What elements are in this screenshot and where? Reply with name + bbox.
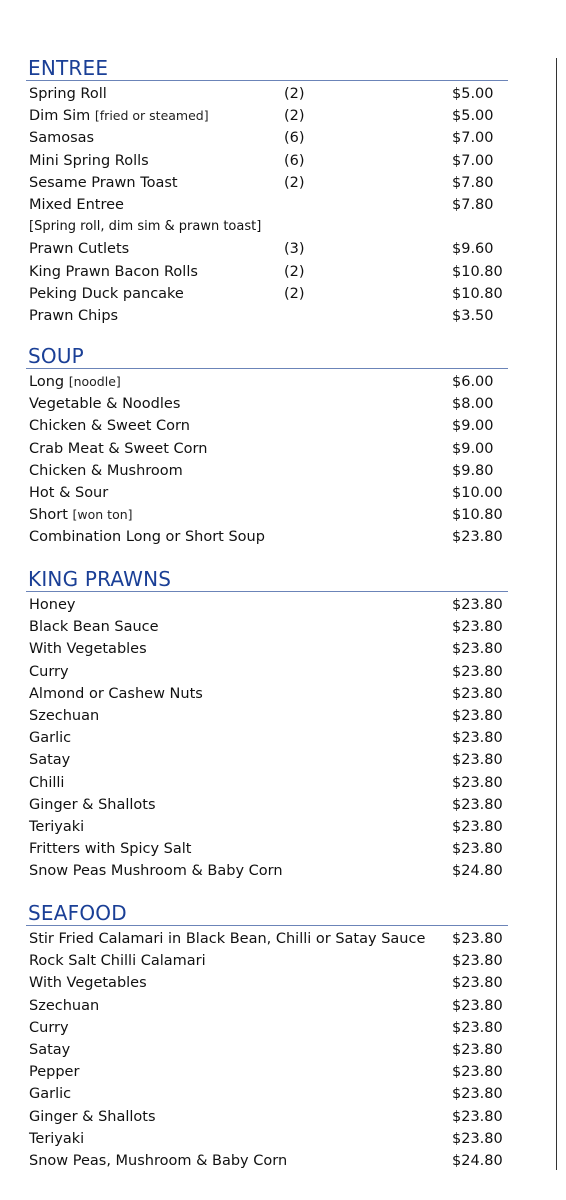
section-title: SEAFOOD [28, 901, 127, 925]
item-name [29, 504, 133, 526]
item-name-text: Long [29, 374, 65, 390]
item-name-text: With Vegetables [29, 641, 147, 658]
item-name [29, 1128, 84, 1150]
item-list [28, 83, 508, 327]
menu-item [28, 838, 508, 860]
item-price: $23.80 [452, 685, 503, 702]
menu-item [28, 749, 508, 771]
item-name [29, 705, 99, 727]
menu-item [28, 594, 508, 616]
item-name [29, 238, 129, 260]
item-name-text: Fritters with Spicy Salt [29, 841, 192, 858]
item-name-text: Chilli [29, 774, 65, 791]
item-price: $23.80 [452, 841, 503, 858]
item-price: $23.80 [452, 529, 503, 546]
section-rule [26, 925, 508, 926]
item-name [29, 1039, 70, 1061]
item-name-text: Combination Long or Short Soup [29, 529, 265, 546]
item-price: $23.80 [452, 975, 503, 992]
item-price: $23.80 [452, 1064, 503, 1081]
item-name [29, 283, 184, 305]
item-name-text: Stir Fried Calamari in Black Bean, Chilli or Satay Sauce [29, 931, 426, 947]
item-price: $23.80 [452, 641, 503, 658]
item-name-text: King Prawn Bacon Rolls [29, 263, 198, 280]
item-name-text: Spring Roll [29, 86, 107, 102]
menu-item [28, 1106, 508, 1128]
item-name-text: Teriyaki [29, 1130, 85, 1147]
item-price: $7.00 [452, 130, 494, 147]
menu-item [28, 305, 508, 327]
item-name [29, 594, 75, 616]
item-name [29, 105, 209, 127]
menu-item [28, 860, 508, 882]
item-quantity: (2) [284, 108, 305, 125]
menu-item [28, 661, 508, 683]
menu-item [28, 438, 508, 460]
item-name-text: Teriyaki [29, 818, 85, 835]
item-price: $10.80 [452, 263, 503, 280]
item-price: $10.00 [452, 484, 503, 501]
item-name [29, 1061, 79, 1083]
menu-item [28, 371, 508, 393]
item-price: $23.80 [452, 953, 503, 970]
section-title: ENTREE [28, 56, 109, 80]
item-name [29, 305, 118, 327]
menu-item [28, 1083, 508, 1105]
item-name [29, 1150, 287, 1172]
menu-item [28, 393, 508, 415]
menu-item [28, 526, 508, 548]
section-title: SOUP [28, 344, 84, 368]
item-name-text: [Spring roll, dim sim & prawn toast] [29, 219, 262, 235]
item-name-text: Sesame Prawn Toast [29, 174, 178, 191]
menu-item [28, 727, 508, 749]
item-name [29, 661, 69, 683]
item-price: $9.00 [452, 418, 494, 435]
item-name-text: Ginger & Shallots [29, 1108, 156, 1125]
item-note: [won ton] [72, 507, 133, 523]
item-name-text: Satay [29, 752, 71, 769]
item-name-text: Hot & Sour [29, 484, 109, 501]
item-name-text: Chicken & Sweet Corn [29, 418, 190, 435]
item-price: $23.80 [452, 931, 503, 947]
item-price: $10.80 [452, 285, 503, 302]
item-name-text: Snow Peas, Mushroom & Baby Corn [29, 1152, 288, 1169]
item-name-text: Pepper [29, 1064, 80, 1081]
item-name [29, 860, 283, 882]
item-price: $6.00 [452, 374, 494, 390]
item-name-text: Garlic [29, 1086, 72, 1103]
item-name [29, 194, 124, 216]
item-name [29, 794, 156, 816]
menu-item [28, 705, 508, 727]
menu-item [28, 194, 508, 216]
menu-item [28, 105, 508, 127]
item-name-text: Samosas [29, 130, 95, 147]
menu-item [28, 482, 508, 504]
menu-item [28, 816, 508, 838]
item-name [29, 1017, 69, 1039]
section-soup [28, 344, 508, 549]
menu-item [28, 261, 508, 283]
item-name [29, 749, 70, 771]
item-list [28, 594, 508, 882]
item-name-text: Mini Spring Rolls [29, 152, 149, 169]
vertical-divider [556, 58, 557, 1170]
menu-item [28, 460, 508, 482]
item-price: $9.80 [452, 462, 494, 479]
item-name-text: Black Bean Sauce [29, 619, 159, 636]
item-quantity: (2) [284, 174, 305, 191]
item-price: $23.80 [452, 730, 503, 747]
item-price: $10.80 [452, 507, 503, 524]
menu-item [28, 1128, 508, 1150]
item-name [29, 1106, 156, 1128]
item-name-text: Dim Sim [29, 108, 91, 125]
item-name [29, 261, 198, 283]
item-price: $5.00 [452, 108, 494, 125]
item-name [29, 482, 108, 504]
item-name [29, 972, 147, 994]
item-price: $23.80 [452, 752, 503, 769]
item-price: $7.00 [452, 152, 494, 169]
item-name-text: Vegetable & Noodles [29, 396, 181, 413]
item-price: $23.80 [452, 663, 503, 680]
menu-item [28, 638, 508, 660]
item-name [29, 460, 183, 482]
menu-item [28, 238, 508, 260]
item-name [29, 816, 84, 838]
menu-item [28, 928, 508, 950]
item-name [29, 727, 71, 749]
item-name [29, 371, 121, 393]
item-price: $23.80 [452, 1108, 503, 1125]
item-price: $23.80 [452, 1086, 503, 1103]
item-name-text: Rock Salt Chilli Calamari [29, 953, 206, 970]
menu-item [28, 683, 508, 705]
item-price: $3.50 [452, 307, 494, 324]
item-name-text: Prawn Cutlets [29, 241, 130, 258]
item-price: $23.80 [452, 1041, 503, 1058]
item-name-text: Szechuan [29, 997, 100, 1014]
item-note: [noodle] [68, 374, 121, 389]
item-price: $9.00 [452, 440, 494, 457]
section-entree [28, 56, 508, 327]
menu-item [28, 127, 508, 149]
menu-item [28, 283, 508, 305]
item-price: $23.80 [452, 597, 503, 613]
menu-item [28, 1039, 508, 1061]
item-price: $23.80 [452, 619, 503, 636]
item-name [29, 415, 190, 437]
item-name [29, 127, 94, 149]
item-price: $23.80 [452, 796, 503, 813]
item-name-text: Crab Meat & Sweet Corn [29, 440, 208, 457]
item-price: $5.00 [452, 86, 494, 102]
menu-item [28, 1017, 508, 1039]
menu-item [28, 150, 508, 172]
item-quantity: (6) [284, 152, 305, 169]
section-king-prawns [28, 567, 508, 882]
menu-item [28, 772, 508, 794]
menu-item [28, 1061, 508, 1083]
item-price: $23.80 [452, 707, 503, 724]
item-price: $23.80 [452, 1019, 503, 1036]
item-quantity: (2) [284, 263, 305, 280]
item-name [29, 216, 261, 238]
item-name [29, 150, 149, 172]
menu-item [28, 415, 508, 437]
menu-item [28, 216, 508, 238]
item-name [29, 438, 207, 460]
item-name [29, 683, 203, 705]
item-name [29, 1083, 71, 1105]
menu-item [28, 995, 508, 1017]
item-name-text: With Vegetables [29, 975, 147, 992]
item-name-text: Curry [29, 1019, 69, 1036]
item-name-text: Ginger & Shallots [29, 796, 156, 813]
item-name-text: Satay [29, 1041, 71, 1058]
item-name [29, 772, 64, 794]
menu-item [28, 504, 508, 526]
item-name-text: Short [29, 507, 68, 524]
section-rule [26, 591, 508, 592]
item-name [29, 638, 147, 660]
item-name-text: Honey [29, 597, 76, 613]
item-quantity: (3) [284, 241, 305, 258]
item-price: $23.80 [452, 1130, 503, 1147]
item-price: $23.80 [452, 774, 503, 791]
item-list [28, 928, 508, 1172]
menu-item [28, 83, 508, 105]
item-name [29, 616, 159, 638]
item-name [29, 393, 180, 415]
menu-item [28, 794, 508, 816]
item-name [29, 526, 265, 548]
item-name [29, 172, 178, 194]
item-name-text: Snow Peas Mushroom & Baby Corn [29, 863, 283, 880]
item-name [29, 928, 425, 950]
item-name [29, 950, 206, 972]
item-name [29, 995, 99, 1017]
item-price: $23.80 [452, 997, 503, 1014]
menu-item [28, 616, 508, 638]
item-name-text: Chicken & Mushroom [29, 462, 183, 479]
item-name-text: Mixed Entree [29, 196, 124, 213]
item-name-text: Garlic [29, 730, 72, 747]
menu-item [28, 172, 508, 194]
item-quantity: (2) [284, 86, 305, 102]
item-name-text: Prawn Chips [29, 307, 119, 324]
item-name-text: Peking Duck pancake [29, 285, 184, 302]
item-list [28, 371, 508, 549]
item-name-text: Curry [29, 663, 69, 680]
item-quantity: (2) [284, 285, 305, 302]
item-price: $7.80 [452, 174, 494, 191]
menu-item [28, 972, 508, 994]
item-price: $9.60 [452, 241, 494, 258]
item-name [29, 83, 107, 105]
menu-item [28, 1150, 508, 1172]
section-title: KING PRAWNS [28, 567, 172, 591]
item-name-text: Almond or Cashew Nuts [29, 685, 203, 702]
item-price: $23.80 [452, 818, 503, 835]
item-quantity: (6) [284, 130, 305, 147]
item-name [29, 838, 191, 860]
item-price: $8.00 [452, 396, 494, 413]
item-price: $24.80 [452, 1152, 503, 1169]
item-price: $7.80 [452, 196, 494, 213]
item-note: [fried or steamed] [94, 108, 209, 124]
section-rule [26, 368, 508, 369]
section-rule [26, 80, 508, 81]
section-seafood [28, 901, 508, 1172]
menu-item [28, 950, 508, 972]
item-name-text: Szechuan [29, 707, 100, 724]
item-price: $24.80 [452, 863, 503, 880]
